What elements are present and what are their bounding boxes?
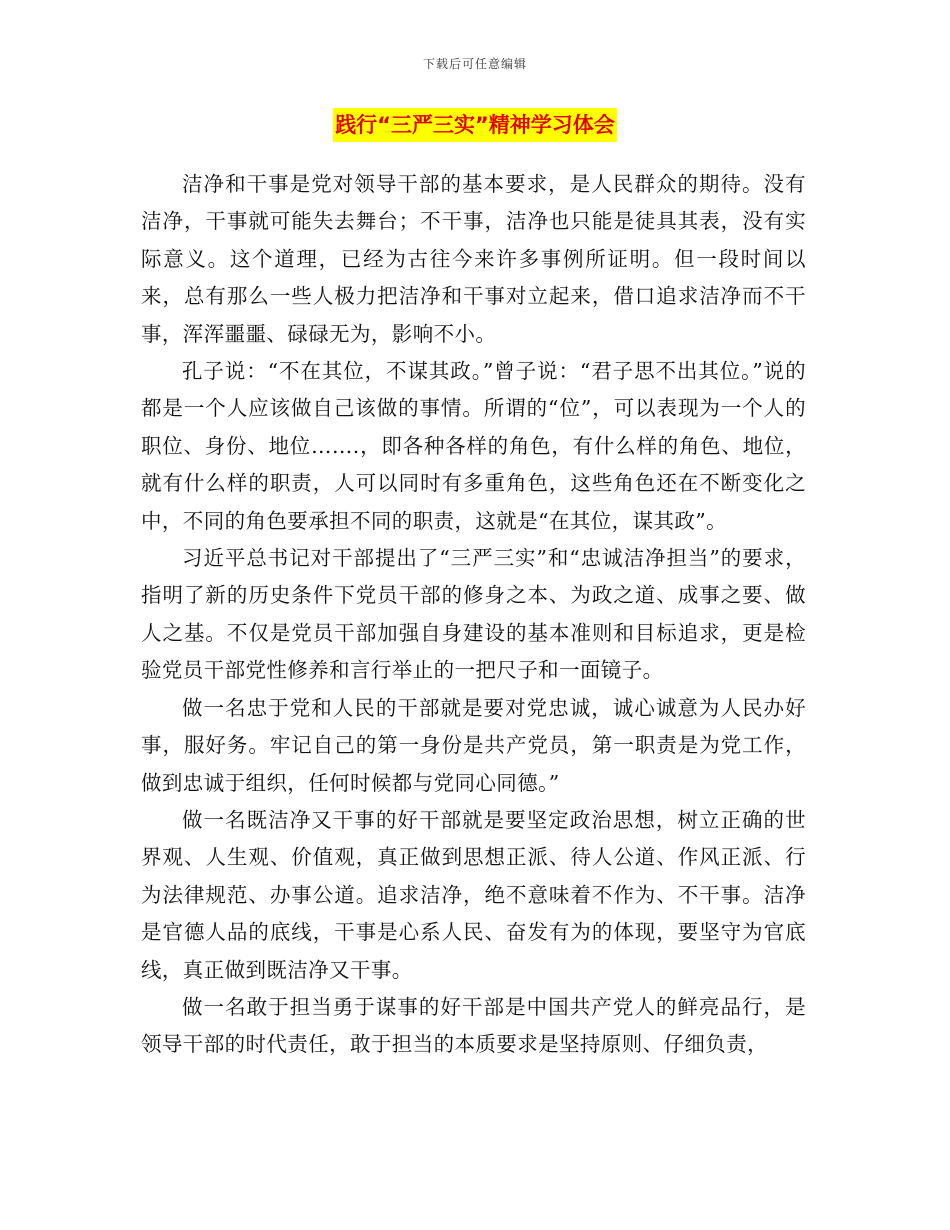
paragraph: 习近平总书记对干部提出了“三严三实”和“忠诚洁净担当”的要求，指明了新的历史条件下党员干部的修身之本、为政之道、成事之要、做人之基。不仅是党员干部加强自身建设的基本准则和目标追求，更是检验党员干部党性修养和言行举止的一把尺子和一面镜子。	[141, 546, 806, 683]
document-title: 践行“三严三实”精神学习体会	[333, 108, 617, 142]
paragraph: 洁净和干事是党对领导干部的基本要求，是人民群众的期待。没有洁净，干事就可能失去舞台；不干事，洁净也只能是徒具其表，没有实际意义。这个道理，已经为古往今来许多事例所证明。但一段时间以来，总有那么一些人极力把洁净和干事对立起来，借口追求洁净而不干事，浑浑噩噩、碌碌无为，影响不小。	[141, 172, 806, 346]
title-container	[0, 108, 950, 142]
paragraph: 做一名敢于担当勇于谋事的好干部是中国共产党人的鲜亮品行，是领导干部的时代责任，敢于担当的本质要求是坚持原则、仔细负责，	[141, 994, 806, 1057]
paragraph: 孔子说：“不在其位，不谋其政。”曾子说：“君子思不出其位。”说的都是一个人应该做自己该做的事情。所谓的“位”，可以表现为一个人的职位、身份、地位…….，即各种各样的角色，有什么样的角色、地位，就有什么样的职责，人可以同时有多重角色，这些角色还在不断变化之中，不同的角色要承担不同的职责，这就是“在其位，谋其政”。	[141, 359, 806, 533]
paragraph: 做一名忠于党和人民的干部就是要对党忠诚，诚心诚意为人民办好事，服好务。牢记自己的第一身份是共产党员，第一职责是为党工作，做到忠诚于组织，任何时候都与党同心同德。”	[141, 695, 806, 795]
header-note: 下载后可任意编辑	[422, 57, 527, 71]
document-body	[141, 166, 806, 1064]
paragraph: 做一名既洁净又干事的好干部就是要坚定政治思想，树立正确的世界观、人生观、价值观，真正做到思想正派、待人公道、作风正派、行为法律规范、办事公道。追求洁净，绝不意味着不作为、不干事。洁净是官德人品的底线，干事是心系人民、奋发有为的体现，要坚守为官底线，真正做到既洁净又干事。	[141, 807, 806, 982]
